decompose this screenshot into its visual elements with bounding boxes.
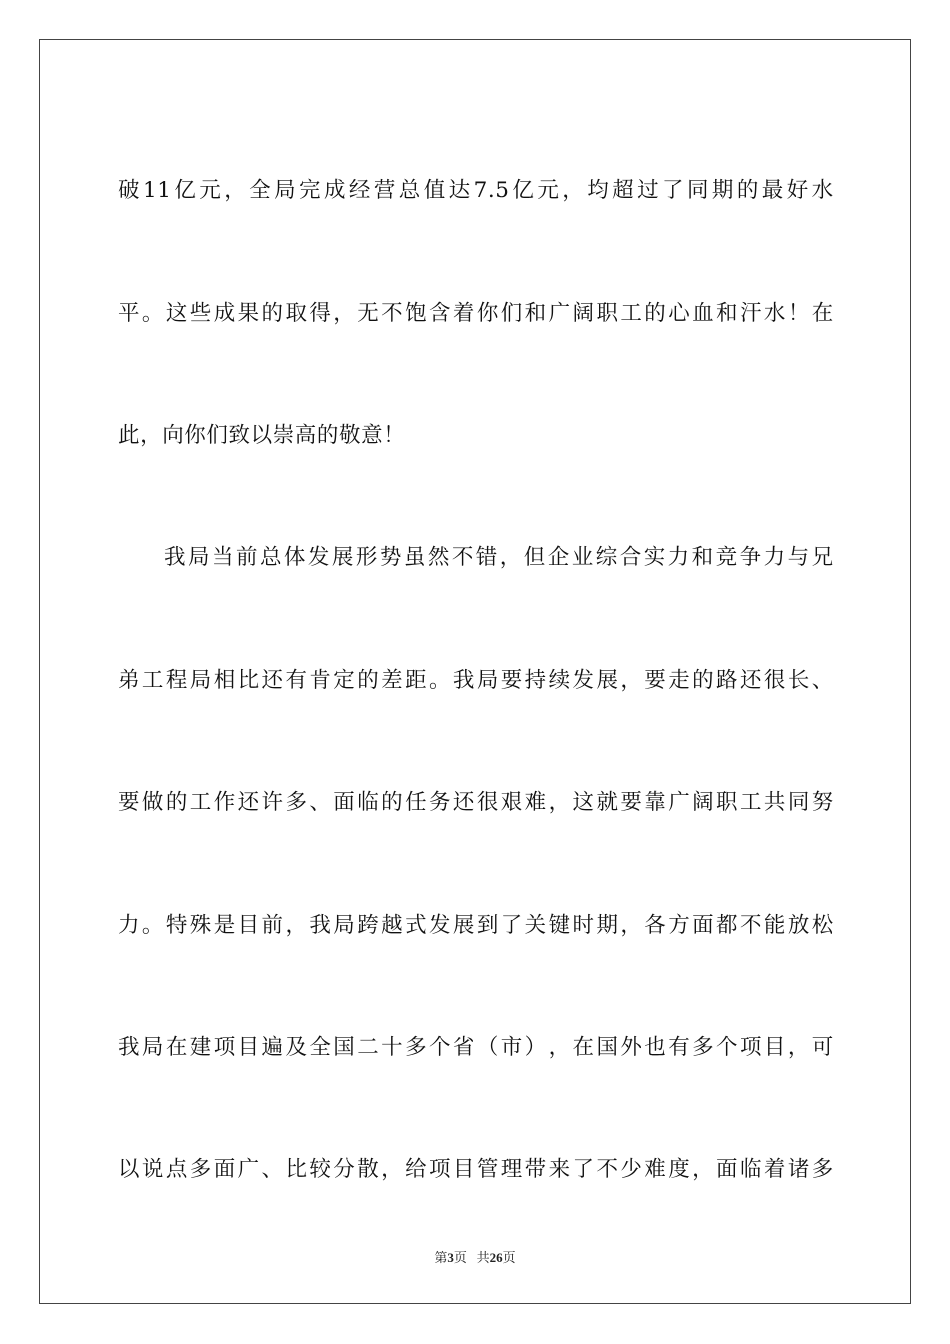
text-line-3 xyxy=(118,375,834,497)
total-suffix: 页 xyxy=(502,1250,516,1265)
text-line-5-content: 弟 工 程 局 相 比 还 有 肯 定 的 差 距 。 我 局 要 持 续 发 展 ， 要 走 的 路 还 很 长 、 xyxy=(118,667,834,693)
total-prefix: 共 xyxy=(476,1250,490,1265)
text-line-7-content: 力 。 特 殊 是 目 前 ， 我 局 跨 越 式 发 展 到 了 关 键 时 期 ， 各 方 面 都 不 能 放 松 xyxy=(118,912,834,938)
page-suffix: 页 xyxy=(453,1250,467,1265)
text-line-2 xyxy=(118,252,834,374)
text-line-7 xyxy=(118,864,834,986)
text-line-8-content: 我 局 在 建 项 目 遍 及 全 国 二 十 多 个 省 （ 市 ） ， 在 国 外 也 有 多 个 项 目 ， 可 xyxy=(118,1034,834,1060)
text-line-3-content: 此，向你们致以崇高的敬意！ xyxy=(118,422,406,448)
page-prefix: 第 xyxy=(434,1250,448,1265)
page-frame xyxy=(39,39,911,1304)
text-line-5 xyxy=(118,620,834,742)
body-text xyxy=(118,130,834,1232)
text-line-6 xyxy=(118,742,834,864)
text-line-6-content: 要 做 的 工 作 还 许 多 、 面 临 的 任 务 还 很 艰 难 ， 这 就 要 靠 广 阔 职 工 共 同 努 xyxy=(118,790,834,816)
text-line-2-content: 平 。 这 些 成 果 的 取 得 ， 无 不 饱 含 着 你 们 和 广 阔 职 工 的 心 血 和 汗 水 ！ 在 xyxy=(118,300,834,326)
page-footer xyxy=(40,1247,910,1266)
text-line-9 xyxy=(118,1109,834,1231)
text-line-1 xyxy=(118,130,834,252)
text-line-4 xyxy=(118,497,834,619)
page-number: 3 xyxy=(447,1250,454,1265)
text-line-9-content: 以 说 点 多 面 广 、 比 较 分 散 ， 给 项 目 管 理 带 来 了 不 少 难 度 ， 面 临 着 诸 多 xyxy=(118,1157,834,1183)
text-line-1-content: 破 11 亿 元 ， 全 局 完 成 经 营 总 值 达 7.5 亿 元 ， 均 超 过 了 同 期 的 最 好 水 xyxy=(118,178,834,204)
text-line-4-content: 我 局 当 前 总 体 发 展 形 势 虽 然 不 错 ， 但 企 业 综 合 实 力 和 竞 争 力 与 兄 xyxy=(164,545,834,571)
total-pages: 26 xyxy=(489,1250,503,1265)
text-line-8 xyxy=(118,987,834,1109)
